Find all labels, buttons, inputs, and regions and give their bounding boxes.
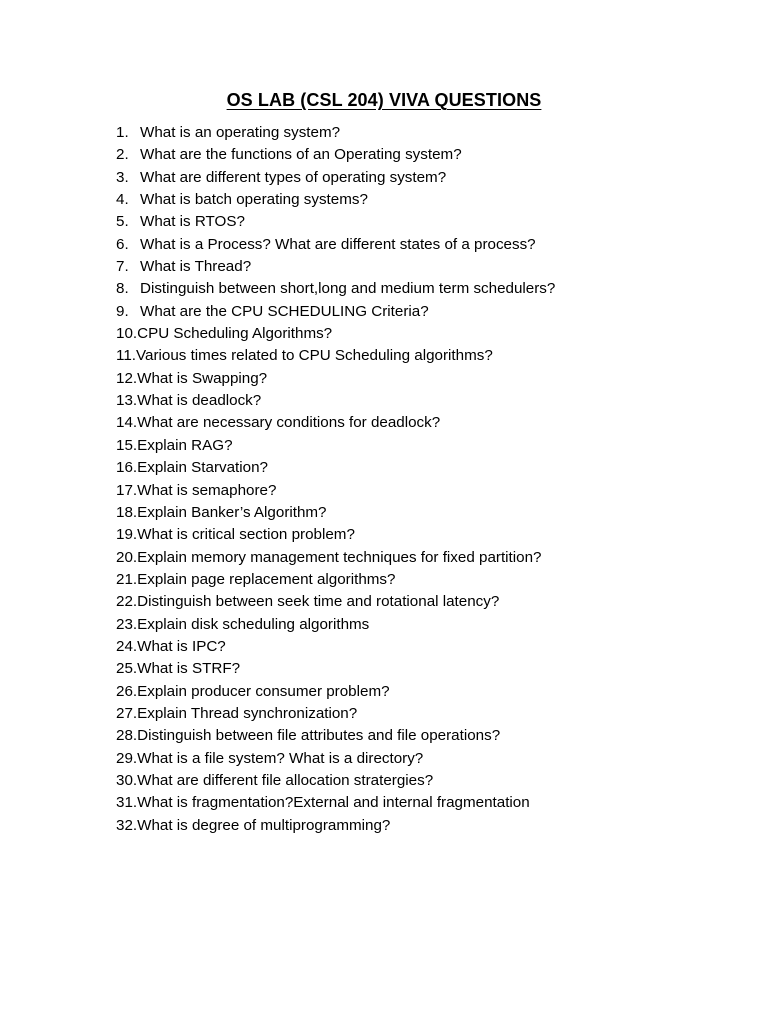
question-item [116, 748, 736, 770]
question-text: What is Thread? [140, 258, 252, 276]
question-text: Explain memory management techniques for fixed partition? [137, 548, 542, 566]
question-text: What is a file system? What is a directory? [137, 749, 424, 767]
question-number: 2. [116, 146, 129, 164]
question-number: 11. [116, 347, 136, 365]
question-number: 18. [116, 503, 138, 521]
question-item [116, 569, 736, 591]
question-text: Various times related to CPU Scheduling algorithms? [136, 347, 493, 365]
question-item [116, 524, 736, 546]
question-number: 22. [116, 593, 138, 611]
question-text: What is deadlock? [137, 392, 262, 410]
question-text: What are necessary conditions for deadlock? [137, 414, 441, 432]
question-text: Explain page replacement algorithms? [137, 570, 396, 588]
question-number: 24. [116, 637, 138, 655]
question-text: What is degree of multiprogramming? [137, 816, 391, 834]
question-text: What is an operating system? [140, 124, 341, 141]
question-list [116, 122, 736, 837]
question-item [116, 725, 736, 747]
question-text: What are different types of operating system? [140, 168, 447, 186]
question-item [116, 591, 736, 613]
question-number: 12. [116, 369, 138, 387]
question-number: 20. [116, 548, 138, 566]
question-number: 8. [116, 280, 129, 298]
question-text: What is RTOS? [140, 213, 245, 231]
question-item [116, 345, 736, 367]
question-text: What is semaphore? [137, 481, 277, 499]
question-number: 19. [116, 526, 138, 544]
question-number: 10. [116, 325, 138, 343]
question-item [116, 390, 736, 412]
question-item [116, 211, 736, 233]
question-item [116, 189, 736, 211]
question-item [116, 547, 736, 569]
question-text: Distinguish between seek time and rotational latency? [137, 593, 500, 611]
question-number: 9. [116, 302, 129, 320]
question-number: 21. [116, 570, 138, 588]
question-item [116, 234, 736, 256]
question-item [116, 167, 736, 189]
question-number: 16. [116, 459, 138, 477]
question-text: Explain Thread synchronization? [137, 704, 358, 722]
question-item [116, 681, 736, 703]
question-text: What are the CPU SCHEDULING Criteria? [140, 302, 429, 320]
question-text: Explain disk scheduling algorithms [137, 615, 370, 633]
question-text: What is batch operating systems? [140, 191, 368, 209]
question-item [116, 480, 736, 502]
question-item [116, 278, 736, 300]
question-item [116, 703, 736, 725]
question-number: 17. [116, 481, 138, 499]
question-text: Explain producer consumer problem? [137, 682, 390, 700]
question-item [116, 614, 736, 636]
question-item [116, 435, 736, 457]
question-text: What is critical section problem? [137, 526, 355, 544]
question-number: 27. [116, 704, 138, 722]
question-text: What is fragmentation?External and internal fragmentation [137, 794, 530, 812]
question-item [116, 301, 736, 323]
question-text: What is Swapping? [137, 369, 268, 387]
question-number: 7. [116, 258, 129, 276]
question-number: 32. [116, 816, 138, 834]
question-item [116, 502, 736, 524]
question-item [116, 636, 736, 658]
question-item [116, 792, 736, 814]
question-item [116, 256, 736, 278]
question-text: What are the functions of an Operating system? [140, 146, 462, 164]
question-item [116, 122, 736, 144]
question-number: 31. [116, 794, 138, 812]
question-text: Explain Banker’s Algorithm? [137, 503, 327, 521]
question-item [116, 457, 736, 479]
question-number: 5. [116, 213, 129, 231]
question-text: What are different file allocation stratergies? [137, 771, 434, 789]
question-text: Distinguish between short,long and medium term schedulers? [140, 280, 556, 298]
question-number: 26. [116, 682, 138, 700]
question-item [116, 658, 736, 680]
document-title: OS LAB (CSL 204) VIVA QUESTIONS [226, 90, 542, 110]
question-text: What is a Process? What are different states of a process? [140, 235, 536, 253]
question-number: 28. [116, 727, 138, 745]
question-number: 1. [116, 124, 129, 141]
question-number: 13. [116, 392, 138, 410]
question-number: 3. [116, 168, 129, 186]
question-item [116, 323, 736, 345]
question-text: What is IPC? [137, 637, 226, 655]
question-text: CPU Scheduling Algorithms? [137, 325, 333, 343]
question-number: 6. [116, 235, 129, 253]
question-text: What is STRF? [137, 660, 241, 678]
question-number: 23. [116, 615, 138, 633]
question-item [116, 144, 736, 166]
question-number: 30. [116, 771, 138, 789]
question-item [116, 368, 736, 390]
question-item [116, 412, 736, 434]
question-number: 29. [116, 749, 138, 767]
question-text: Explain RAG? [137, 436, 233, 454]
question-number: 4. [116, 191, 129, 209]
question-number: 15. [116, 436, 138, 454]
question-number: 25. [116, 660, 138, 678]
question-item [116, 815, 736, 837]
question-text: Explain Starvation? [137, 459, 268, 477]
question-item [116, 770, 736, 792]
question-number: 14. [116, 414, 138, 432]
question-text: Distinguish between file attributes and file operations? [137, 727, 501, 745]
